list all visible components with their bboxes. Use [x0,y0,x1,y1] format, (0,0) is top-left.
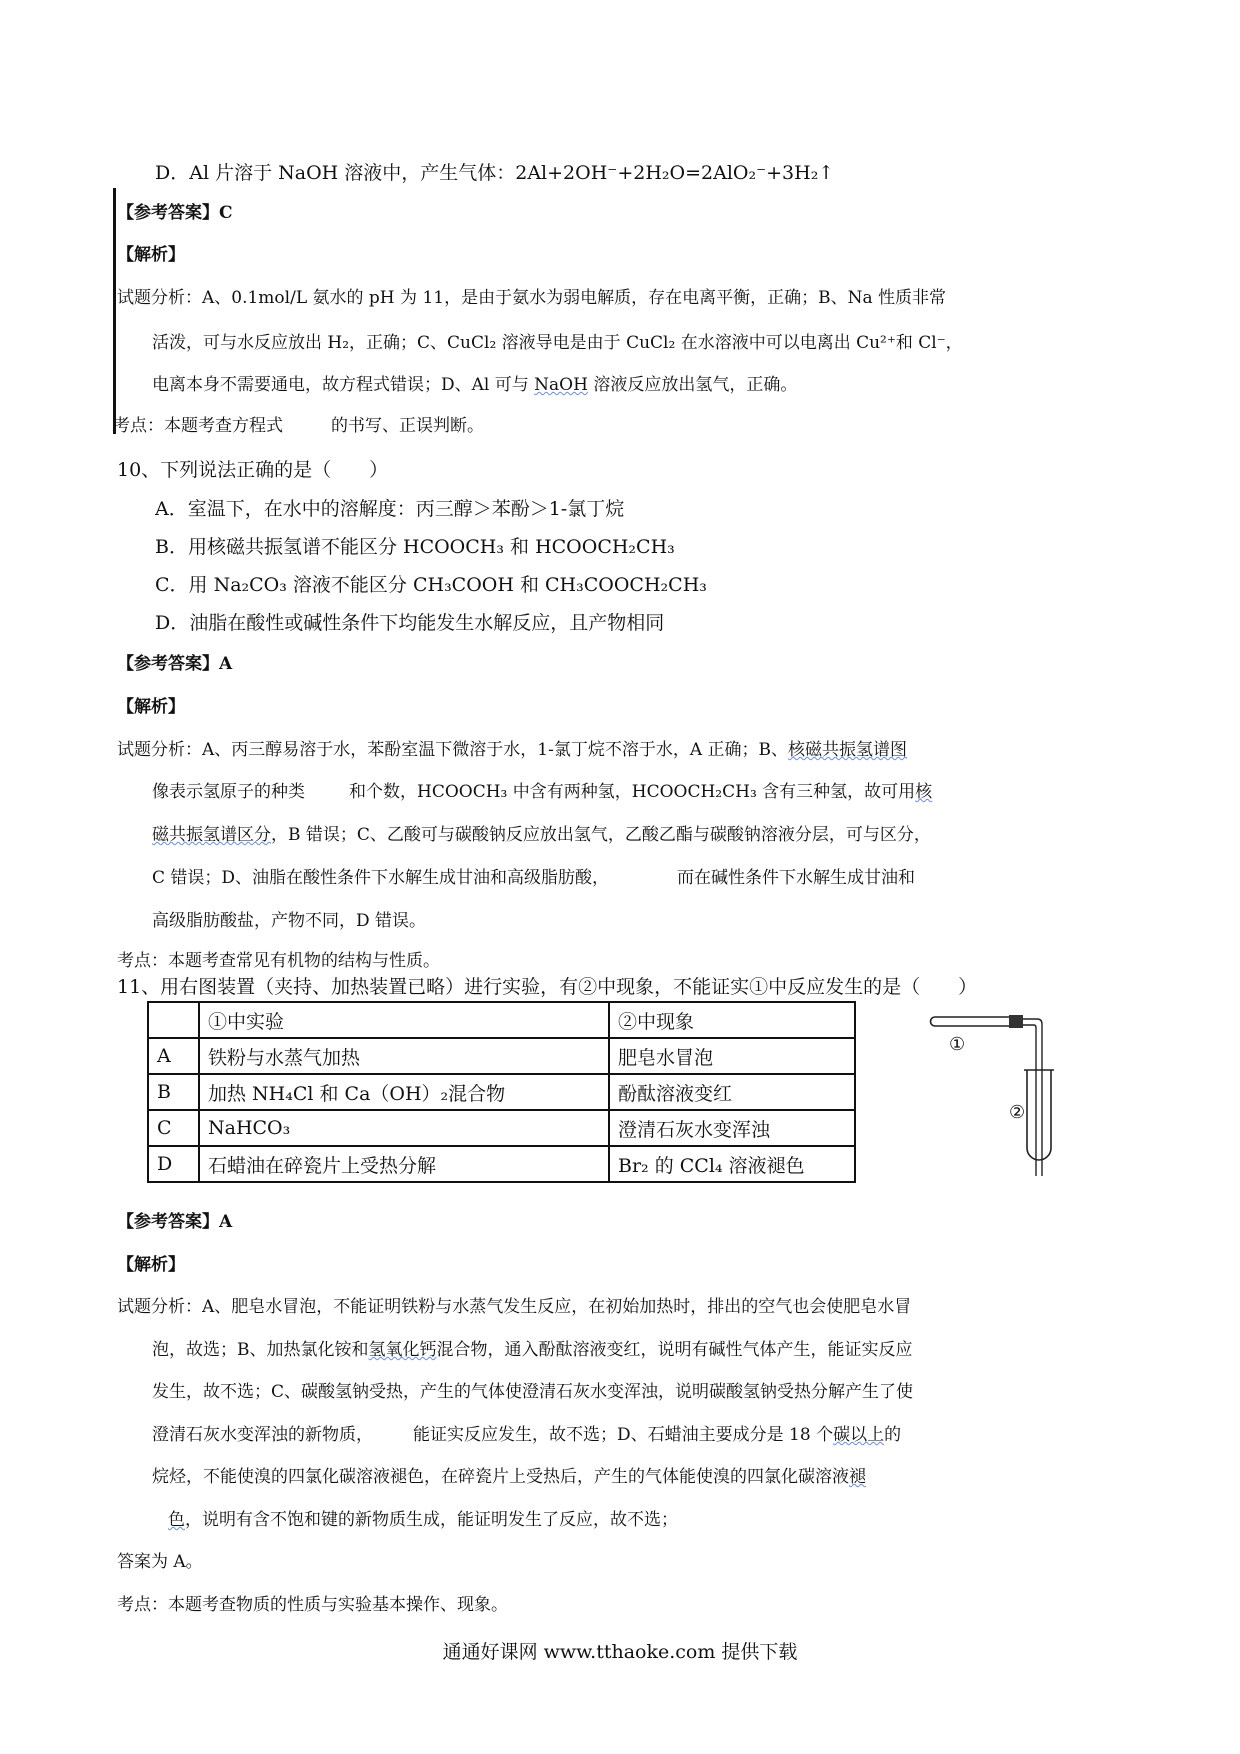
q10-analysis-line2-a: 像表示氢原子的种类 [152,782,305,802]
table-row [148,1146,855,1182]
q9-analysis-line3-c: 溶液反应放出氢气，正确。 [587,375,798,395]
q11-analysis-line6-a: 色 [168,1510,185,1530]
table-cell: 肥皂水冒泡 [609,1038,855,1074]
q11-analysis-line5-a: 烷烃，不能使溴的四氯化碳溶液褪色，在碎瓷片上受热后，产生的气体能使溴的四氯化碳溶液 [152,1467,849,1487]
table-row [148,1110,855,1146]
table-cell: NaHCO₃ [199,1110,609,1146]
delivery-tube [1023,1019,1042,1176]
q9-kaodian [113,411,484,436]
table-cell: ①中实验 [199,1002,609,1038]
table-cell: 酚酞溶液变红 [609,1074,855,1110]
q10-option-d: D．油脂在酸性或碱性条件下均能发生水解反应，且产物相同 [155,612,665,634]
q9-kaodian-a: 考点：本题考查方程式 [113,416,283,436]
q10-option-b: B．用核磁共振氢谱不能区分 HCOOCH₃ 和 HCOOCH₂CH₃ [155,536,675,558]
q11-analysis-line4-c: 碳以上 [833,1425,885,1445]
q10-analysis-head: 【解析】 [117,697,185,717]
q11-analysis-line1: 试题分析：A、肥皂水冒泡，不能证明铁粉与水蒸气发生反应，在初始加热时，排出的空气也会使肥皂水冒 [117,1297,912,1317]
table-cell: Br₂ 的 CCl₄ 溶液褪色 [609,1146,855,1182]
table-cell: 石蜡油在碎瓷片上受热分解 [199,1146,609,1182]
table-cell: B [148,1074,199,1110]
table-cell [148,1002,199,1038]
q10-analysis-line1 [117,735,907,760]
table-row [148,1038,855,1074]
q11-conclusion: 答案为 A。 [117,1552,203,1572]
q11-analysis-line4-d: 的 [884,1425,902,1445]
table-cell: 澄清石灰水变浑浊 [609,1110,855,1146]
q10-analysis-line3-b: ，B 错误；C、乙酸可与碳酸钠反应放出氢气，乙酸乙酯与碳酸钠溶液分层，可与区分， [271,825,931,845]
q10-analysis-line4-a: C 错误；D、油脂在酸性条件下水解生成甘油和高级脂肪酸， [152,868,610,888]
q11-analysis-line5 [152,1462,866,1487]
margin-bar [113,188,116,434]
q10-analysis-line3-a: 磁共振氢谱区分 [152,825,271,845]
test-tube-vertical [1024,1070,1054,1160]
q9-option-d: D．Al 片溶于 NaOH 溶液中，产生气体：2Al+2OH⁻+2H₂O=2AlO₂⁻+3H₂↑ [155,162,835,184]
table-cell: D [148,1146,199,1182]
page-footer: 通通好课网 www.tthaoke.com 提供下载 [442,1641,798,1663]
q10-analysis-line3 [152,820,931,845]
q11-analysis-line6 [168,1505,678,1530]
q10-analysis-line1-a: 试题分析：A、丙三醇易溶于水，苯酚室温下微溶于水，1-氯丁烷不溶于水，A 正确；B、 [117,740,789,760]
q11-analysis-line2-a: 泡，故选；B、加热氯化铵和 [152,1340,369,1360]
q11-stem: 11、用右图装置（夹持、加热装置已略）进行实验，有②中现象，不能证实①中反应发生的是（ ） [117,976,978,998]
table-cell: 铁粉与水蒸气加热 [199,1038,609,1074]
table-cell: 加热 NH₄Cl 和 Ca（OH）₂混合物 [199,1074,609,1110]
q11-kaodian: 考点：本题考查物质的性质与实验基本操作、现象。 [117,1595,508,1615]
q10-kaodian: 考点：本题考查常见有机物的结构与性质。 [117,951,440,971]
q9-kaodian-b: 的书写、正误判断。 [331,416,484,436]
q11-analysis-line2-b: 氢氧化钙 [368,1340,437,1360]
q11-analysis-line4-b: 能证实反应发生，故不选；D、石蜡油主要成分是 18 个 [413,1425,834,1445]
q9-analysis-line3 [152,370,797,395]
q9-analysis-line3-a: 电离本身不需要通电，故方程式错误；D、Al 可与 [152,375,535,395]
apparatus-diagram [905,998,1105,1198]
q10-answer: 【参考答案】A [117,654,233,674]
q10-stem: 10、下列说法正确的是（ ） [117,459,389,481]
q11-table [147,1001,856,1183]
q9-answer: 【参考答案】C [117,203,233,223]
q11-analysis-line4-a: 澄清石灰水变浑浊的新物质， [152,1425,373,1445]
q10-analysis-line2-c: 核 [915,782,933,802]
q10-option-a: A．室温下，在水中的溶解度：丙三醇＞苯酚＞1-氯丁烷 [155,498,625,520]
apparatus-label-1: ① [949,1034,966,1055]
q10-analysis-line2-b: 和个数，HCOOCH₃ 中含有两种氢，HCOOCH₂CH₃ 含有三种氢，故可用 [349,782,916,802]
q11-analysis-line2-c: 混合物，通入酚酞溶液变红，说明有碱性气体产生，能证实反应 [436,1340,913,1360]
table-cell: ②中现象 [609,1002,855,1038]
q10-analysis-line4-b: 而在碱性条件下水解生成甘油和 [677,868,916,888]
table-cell: C [148,1110,199,1146]
table-row [148,1074,855,1110]
q10-analysis-line4 [152,863,915,888]
q11-analysis-line3: 发生，故不选；C、碳酸氢钠受热，产生的气体使澄清石灰水变浑浊，说明碳酸氢钠受热分解产生了使 [152,1382,914,1402]
q10-option-c: C．用 Na₂CO₃ 溶液不能区分 CH₃COOH 和 CH₃COOCH₂CH₃ [155,574,707,596]
q9-analysis-line2: 活泼，可与水反应放出 H₂，正确；C、CuCl₂ 溶液导电是由于 CuCl₂ 在水溶液中可以电离出 Cu²⁺和 Cl⁻， [152,333,963,353]
q11-analysis-line2 [152,1335,913,1360]
q9-analysis-head: 【解析】 [117,245,185,265]
table-row [148,1002,855,1038]
q11-analysis-head: 【解析】 [117,1255,185,1275]
test-tube-horizontal [931,1017,1011,1026]
q10-analysis-line2 [152,777,932,802]
apparatus-label-2: ② [1009,1102,1026,1123]
stopper [1009,1015,1023,1028]
q10-analysis-line1-b: 核磁共振氢谱图 [788,740,908,760]
table-cell: A [148,1038,199,1074]
q11-analysis-line5-b: 褪 [849,1467,866,1487]
q9-analysis-line3-b: NaOH [534,375,588,395]
q9-analysis-line1: 试题分析：A、0.1mol/L 氨水的 pH 为 11，是由于氨水为弱电解质，存在电离平衡，正确；B、Na 性质非常 [117,288,946,308]
q10-analysis-line5: 高级脂肪酸盐，产物不同，D 错误。 [152,911,427,931]
q11-analysis-line4 [152,1420,901,1445]
q11-analysis-line6-b: ，说明有含不饱和键的新物质生成，能证明发生了反应，故不选； [185,1510,678,1530]
q11-answer: 【参考答案】A [117,1212,233,1232]
